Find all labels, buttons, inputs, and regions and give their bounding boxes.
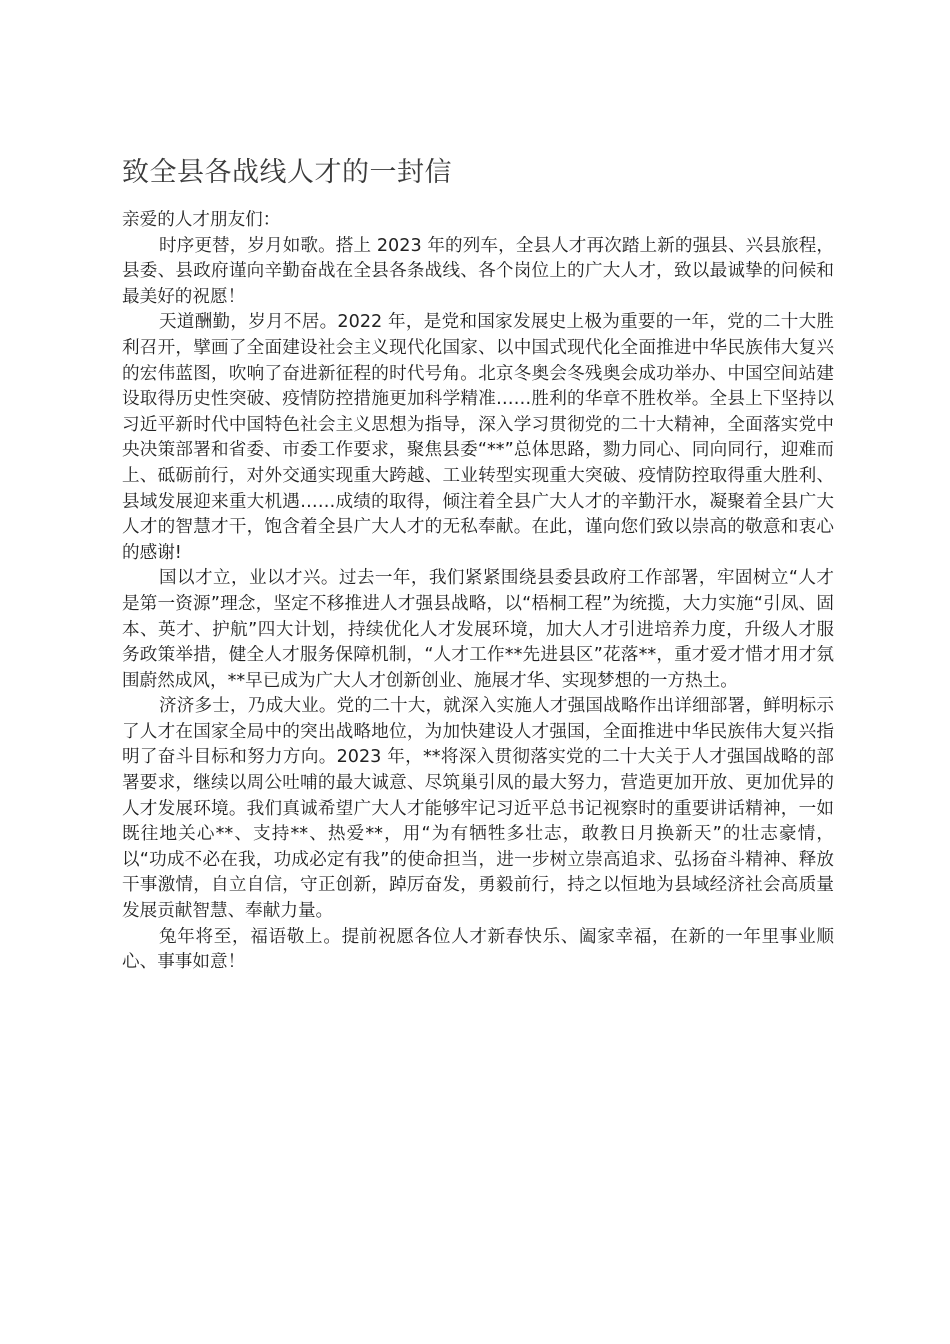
paragraph-closing-wishes: 兔年将至，福语敬上。提前祝愿各位人才新春快乐、阖家幸福，在新的一年里事业顺心、事事如意！ xyxy=(122,926,834,973)
salutation: 亲爱的人才朋友们： xyxy=(122,210,281,230)
paragraph-2023-outlook: 济济多士，乃成大业。党的二十大，就深入实施人才强国战略作出详细部署，鲜明标示了人才在国家全局中的突出战略地位，为加快建设人才强国，全面推进中华民族伟大复兴指明了奋斗目标和努力方向。2023 年，**将深入贯彻落实党的二十大关于人才强国战略的部署要求，继续以周公吐哺的最大诚意、尽筑巢引凤的最大努力，营造更加开放、更加优异的人才发展环境。我们真诚希望广大人才能够牢记习近平总书记视察时的重要讲话精神，一如既往地关心**、支持**、热爱**，用“为有牺牲多壮志，敢教日月换新天”的壮志豪情，以“功成不必在我，功成必定有我”的使命担当，进一步树立崇高追求、弘扬奋斗精神、释放干事激情，自立自信，守正创新，踔厉奋发，勇毅前行，持之以恒地为县域经济社会高质量发展贡献智慧、奉献力量。 xyxy=(122,696,834,922)
paragraph-talent-work: 国以才立，业以才兴。过去一年，我们紧紧围绕县委县政府工作部署，牢固树立“人才是第一资源”理念，坚定不移推进人才强县战略，以“梧桐工程”为统揽，大力实施“引凤、固本、英才、护航”四大计划，持续优化人才发展环境，加大人才引进培养力度，升级人才服务政策举措，健全人才服务保障机制，“人才工作**先进县区”花落**，重才爱才惜才用才氛围蔚然成风，**早已成为广大人才创新创业、施展才华、实现梦想的一方热土。 xyxy=(122,568,834,691)
document-body xyxy=(122,208,834,976)
paragraph-2022-review: 天道酬勤，岁月不居。2022 年，是党和国家发展史上极为重要的一年，党的二十大胜利召开，擘画了全面建设社会主义现代化国家、以中国式现代化全面推进中华民族伟大复兴的宏伟蓝图，吹响了奋进新征程的时代号角。北京冬奥会冬残奥会成功举办、中国空间站建设取得历史性突破、疫情防控措施更加科学精准……胜利的华章不胜枚举。全县上下坚持以习近平新时代中国特色社会主义思想为指导，深入学习贯彻党的二十大精神，全面落实党中央决策部署和省委、市委工作要求，聚焦县委“**”总体思路，勠力同心、同向同行，迎难而上、砥砺前行，对外交通实现重大跨越、工业转型实现重大突破、疫情防控取得重大胜利、县域发展迎来重大机遇……成绩的取得，倾注着全县广大人才的辛勤汗水，凝聚着全县广大人才的智慧才干，饱含着全县广大人才的无私奉献。在此，谨向您们致以崇高的敬意和衷心的感谢! xyxy=(122,312,834,563)
paragraph-new-year-greeting: 时序更替，岁月如歌。搭上 2023 年的列车，全县人才再次踏上新的强县、兴县旅程，县委、县政府谨向辛勤奋战在全县各条战线、各个岗位上的广大人才，致以最诚挚的问候和最美好的祝愿！ xyxy=(122,235,834,307)
document-title: 致全县各战线人才的一封信 xyxy=(122,157,452,188)
